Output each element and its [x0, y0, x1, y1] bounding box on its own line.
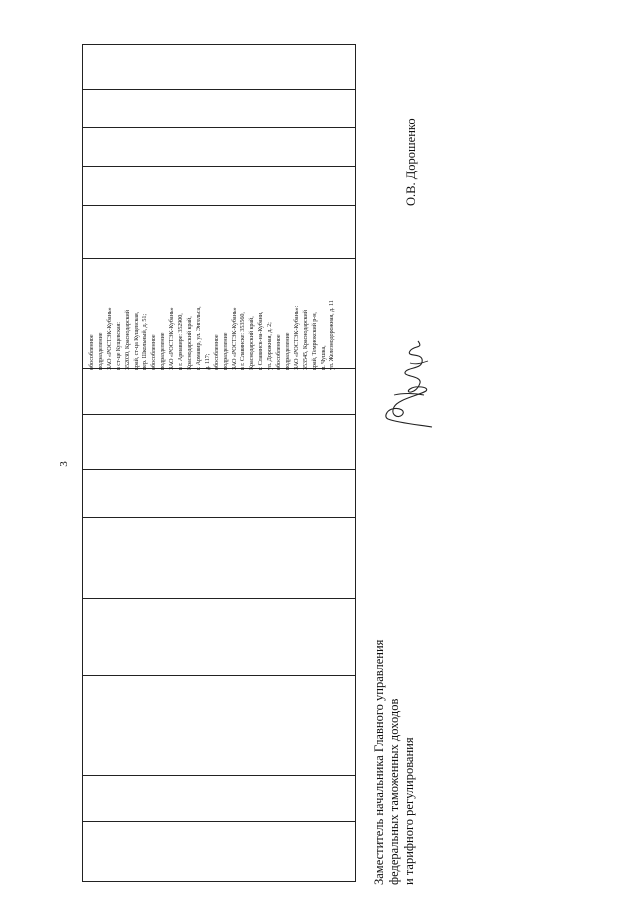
address-line: подразделение: [159, 332, 167, 370]
table-row-divider: [83, 414, 355, 415]
address-line: ЗАО «РОСТЭК-Кубань»:: [292, 305, 300, 370]
address-line: обособленное: [212, 334, 220, 370]
address-line: край, Темрюкский р-н,: [310, 312, 318, 370]
signatory-title: [372, 585, 447, 885]
address-line: г. Армавир, ул. Энгельса,: [194, 306, 202, 370]
address-line: ЗАО «РОСТЭК-Кубань»: [168, 307, 176, 370]
table-row-divider: [83, 598, 355, 599]
address-lines: [88, 262, 337, 370]
address-line: обособленное: [88, 334, 95, 370]
address-line: подразделение: [283, 332, 291, 370]
address-line: в г. Славянске: 353560,: [239, 312, 247, 370]
address-line: обособленное: [150, 334, 158, 370]
address-line: в г. Армавире: 352900,: [177, 313, 185, 370]
table-row-divider: [83, 775, 355, 776]
table-row-divider: [83, 205, 355, 206]
table-row-divider: [83, 166, 355, 167]
address-line: подразделение: [96, 332, 104, 370]
address-line: 353545, Краснодарский: [301, 310, 309, 370]
table-row-divider: [83, 821, 355, 822]
address-line: Краснодарский край,: [185, 316, 193, 370]
address-line: ул. Железнодорожная, д. 11: [328, 300, 336, 370]
address-line: Краснодарский край,: [248, 316, 256, 370]
table-row-divider: [83, 127, 355, 128]
address-cell: [88, 258, 358, 370]
signatory-title-line: и тарифного регулирования: [402, 737, 416, 885]
table-row-divider: [83, 469, 355, 470]
address-line: п. Чушка,: [319, 345, 327, 370]
signatory-title-line: Заместитель начальника Главного управления: [372, 639, 386, 885]
address-line: д. 117;: [203, 353, 211, 370]
address-line: г. Славянск-на-Кубани,: [257, 311, 265, 370]
address-line: ЗАО «РОСТЭК-Кубань»: [230, 307, 238, 370]
signatory-title-line: федеральных таможенных доходов: [387, 698, 401, 885]
address-line: пер. Школьный, д. 51;: [141, 313, 149, 370]
address-line: подразделение: [221, 332, 229, 370]
handwritten-signature: [380, 335, 440, 435]
table-row-divider: [83, 675, 355, 676]
address-line: 352030, Краснодарский: [123, 310, 131, 370]
table-row-divider: [83, 89, 355, 90]
address-line: в ст-це Кущевская:: [114, 322, 122, 370]
signatory-name: [404, 96, 424, 206]
table-row-divider: [83, 517, 355, 518]
page-number: 3: [58, 461, 70, 467]
address-line: обособленное: [275, 334, 283, 370]
rotated-table: [82, 44, 356, 882]
address-line: ЗАО «РОСТЭК-Кубань»: [105, 307, 113, 370]
address-line: ул. Дорожная, д. 2;: [266, 322, 274, 370]
signatory-name-text: О.В. Дорошенко: [404, 118, 418, 206]
address-line: край, ст-ца Кущевская,: [132, 311, 140, 370]
